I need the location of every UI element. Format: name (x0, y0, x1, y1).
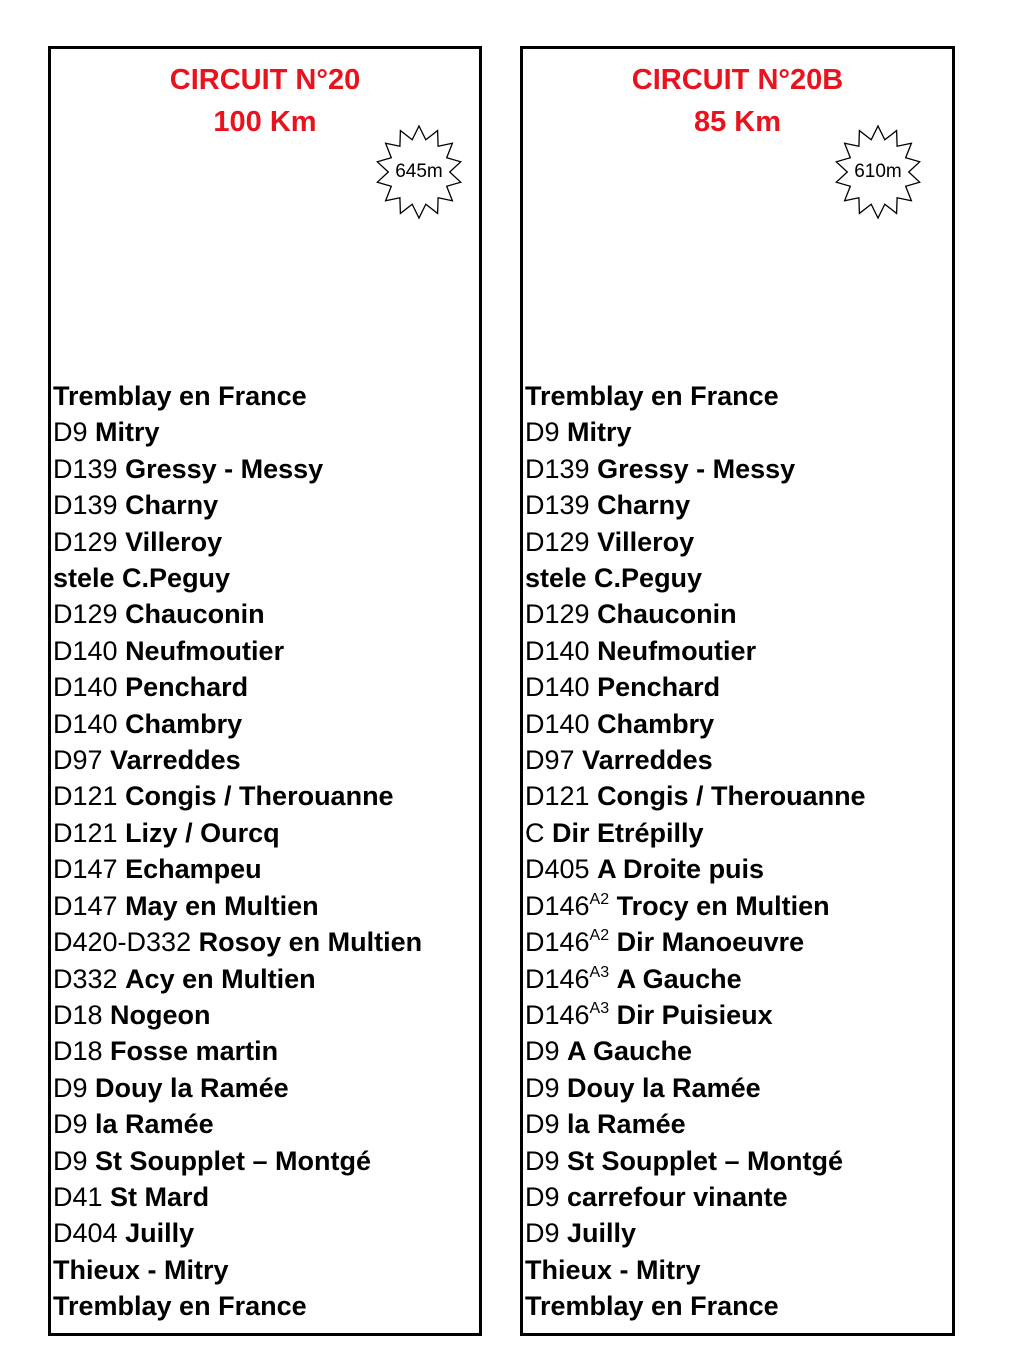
road-code-text: D9 (525, 1109, 560, 1140)
place-name: Congis / Therouanne (597, 781, 866, 812)
elevation-badge (835, 123, 921, 221)
road-code (53, 1218, 118, 1248)
road-code (53, 927, 191, 957)
road-code (525, 781, 590, 811)
road-code-text: D9 (525, 1145, 560, 1176)
route-step (53, 1033, 479, 1069)
circuit-20b-panel (520, 46, 955, 1336)
route-step (53, 778, 479, 814)
route-step (525, 815, 952, 851)
place-name: A Droite puis (597, 854, 765, 885)
road-code-text: D140 (53, 635, 118, 666)
road-code-text: D146 (525, 890, 590, 921)
road-code (525, 1182, 560, 1212)
route-step (525, 1215, 952, 1251)
route-step (53, 414, 479, 450)
place-name: Charny (125, 490, 219, 521)
place-name: Thieux - Mitry (53, 1254, 229, 1285)
road-code-text: D9 (525, 1181, 560, 1212)
route-step (53, 1288, 479, 1324)
road-code (525, 818, 545, 848)
place-name: A Gauche (616, 963, 742, 994)
place-name: Penchard (125, 672, 249, 703)
place-name: St Soupplet – Montgé (95, 1145, 372, 1176)
place-name: Lizy / Ourcq (125, 817, 280, 848)
road-code (53, 417, 88, 447)
road-code-text: D140 (525, 672, 590, 703)
road-code (53, 818, 118, 848)
place-name: Mitry (95, 417, 160, 448)
road-code (525, 1073, 560, 1103)
road-code-suffix: A3 (589, 963, 610, 981)
road-code (53, 672, 118, 702)
road-code (525, 527, 590, 557)
place-name: Congis / Therouanne (125, 781, 394, 812)
route-step (525, 997, 952, 1033)
route-step (53, 633, 479, 669)
place-name: Chambry (125, 708, 243, 739)
place-name: Villeroy (125, 526, 223, 557)
place-name: Tremblay en France (53, 381, 307, 411)
road-code-text: D140 (53, 708, 118, 739)
place-name: Neufmoutier (597, 635, 757, 666)
place-name: Tremblay en France (525, 381, 779, 411)
route-step (53, 1215, 479, 1251)
route-step (525, 888, 952, 924)
route-step (525, 633, 952, 669)
circuit-number: CIRCUIT N°20 (169, 64, 361, 96)
route-step (525, 778, 952, 814)
place-name: carrefour vinante (567, 1181, 788, 1212)
place-name: Rosoy en Multien (198, 927, 423, 958)
place-name: Juilly (125, 1218, 195, 1249)
road-code-text: D146 (525, 999, 590, 1030)
route-step (525, 1288, 952, 1324)
route-step (525, 378, 952, 414)
road-code (525, 745, 575, 775)
route-step (525, 1106, 952, 1142)
place-name: Fosse martin (110, 1036, 279, 1067)
place-name: Dir Manoeuvre (616, 927, 805, 958)
route-step (53, 669, 479, 705)
road-code-text: D121 (53, 781, 118, 812)
place-name: Charny (597, 490, 691, 521)
route-step (53, 524, 479, 560)
route-step (525, 851, 952, 887)
place-name: Mitry (567, 417, 632, 448)
route-step (525, 1033, 952, 1069)
elevation-badge (376, 123, 462, 221)
route-step (525, 560, 952, 596)
road-code-suffix: A2 (589, 890, 610, 908)
route-step (53, 888, 479, 924)
place-name: Douy la Ramée (567, 1072, 761, 1103)
route-step (525, 1252, 952, 1288)
route-step (525, 1179, 952, 1215)
road-code-text: D9 (525, 417, 560, 448)
road-code-text: D18 (53, 1036, 103, 1067)
road-code (525, 636, 590, 666)
road-code-text: D420-D332 (53, 927, 192, 958)
place-name: Trocy en Multien (616, 890, 830, 921)
road-code (525, 599, 590, 629)
route-step (53, 851, 479, 887)
road-code-text: D140 (525, 708, 590, 739)
road-code (525, 454, 590, 484)
road-code (53, 599, 118, 629)
route-step (53, 815, 479, 851)
place-name: Varreddes (582, 745, 713, 776)
route-step (53, 1252, 479, 1288)
route-step (525, 961, 952, 997)
road-code-suffix: A3 (589, 999, 610, 1017)
road-code-text: D147 (53, 854, 118, 885)
road-code-text: D9 (525, 1036, 560, 1067)
place-name: stele C.Peguy (53, 563, 231, 594)
place-name: St Soupplet – Montgé (567, 1145, 844, 1176)
route-step (525, 451, 952, 487)
road-code (53, 1000, 103, 1030)
road-code-suffix: A2 (589, 927, 610, 945)
road-code (525, 417, 560, 447)
place-name: Varreddes (110, 745, 241, 776)
road-code-text: D146 (525, 963, 590, 994)
place-name: Gressy - Messy (125, 453, 324, 484)
route-step (53, 596, 479, 632)
route-step (525, 487, 952, 523)
road-code-text: D9 (525, 1218, 560, 1249)
road-code (525, 854, 590, 884)
route-list (53, 378, 479, 1325)
road-code (53, 891, 118, 921)
route-step (525, 706, 952, 742)
route-step (525, 596, 952, 632)
road-code-text: D129 (525, 599, 590, 630)
road-code-text: D139 (53, 490, 118, 521)
place-name: May en Multien (125, 890, 319, 921)
circuit-number: CIRCUIT N°20B (631, 64, 844, 96)
place-name: Nogeon (110, 999, 211, 1030)
route-step (53, 1179, 479, 1215)
road-code-text: D139 (53, 453, 118, 484)
road-code-text: D129 (53, 599, 118, 630)
road-code-text: D405 (525, 854, 590, 885)
road-code-text: D121 (53, 817, 118, 848)
road-code-text: D146 (525, 927, 590, 958)
place-name: la Ramée (567, 1109, 686, 1140)
road-code (525, 1218, 560, 1248)
route-step (525, 1143, 952, 1179)
route-step (525, 414, 952, 450)
route-step (53, 1070, 479, 1106)
place-name: Penchard (597, 672, 721, 703)
road-code-text: D97 (525, 745, 575, 776)
road-code-text: D147 (53, 890, 118, 921)
place-name: Douy la Ramée (95, 1072, 289, 1103)
place-name: St Mard (110, 1181, 210, 1212)
road-code (525, 672, 590, 702)
place-name: Juilly (567, 1218, 637, 1249)
place-name: A Gauche (567, 1036, 693, 1067)
route-step (53, 1106, 479, 1142)
road-code-text: D332 (53, 963, 118, 994)
road-code-text: D404 (53, 1218, 118, 1249)
road-code (53, 709, 118, 739)
route-step (525, 524, 952, 560)
place-name: Thieux - Mitry (525, 1254, 701, 1285)
place-name: Tremblay en France (525, 1291, 779, 1322)
route-step (525, 924, 952, 960)
road-code (525, 1109, 560, 1139)
road-code-text: D97 (53, 745, 103, 776)
route-step (53, 487, 479, 523)
place-name: Acy en Multien (125, 963, 316, 994)
place-name: Dir Puisieux (616, 999, 773, 1030)
elevation-label: 610m (854, 161, 902, 182)
road-code (53, 1036, 103, 1066)
route-step (53, 924, 479, 960)
road-code (53, 454, 118, 484)
road-code (525, 1036, 560, 1066)
place-name: Chauconin (597, 599, 737, 630)
road-code (53, 636, 118, 666)
road-code-text: D41 (53, 1181, 103, 1212)
route-step (525, 742, 952, 778)
place-name: Echampeu (125, 854, 262, 885)
road-code (525, 891, 609, 921)
road-code (53, 527, 118, 557)
road-code (525, 964, 609, 994)
route-step (53, 961, 479, 997)
road-code-text: D121 (525, 781, 590, 812)
route-step (525, 1070, 952, 1106)
road-code (525, 1146, 560, 1176)
place-name: la Ramée (95, 1109, 214, 1140)
road-code-text: D139 (525, 490, 590, 521)
place-name: Chambry (597, 708, 715, 739)
road-code (53, 1073, 88, 1103)
road-code-text: D129 (53, 526, 118, 557)
road-code (53, 781, 118, 811)
road-code-text: D9 (525, 1072, 560, 1103)
route-step (53, 378, 479, 414)
elevation-label: 645m (395, 161, 443, 182)
route-list (525, 378, 952, 1325)
road-code-text: D139 (525, 453, 590, 484)
place-name: Gressy - Messy (597, 453, 796, 484)
road-code-text: D140 (525, 635, 590, 666)
place-name: Dir Etrépilly (552, 817, 704, 848)
place-name: Chauconin (125, 599, 265, 630)
road-code (53, 1109, 88, 1139)
route-step (53, 560, 479, 596)
place-name: Tremblay en France (53, 1291, 307, 1322)
route-step (53, 742, 479, 778)
road-code (53, 490, 118, 520)
road-code-text: D9 (53, 1072, 88, 1103)
road-code-text: D18 (53, 999, 103, 1030)
circuit-20-panel (48, 46, 482, 1336)
road-code-text: C (525, 817, 545, 848)
road-code (53, 964, 118, 994)
route-step (53, 997, 479, 1033)
place-name: stele C.Peguy (525, 563, 703, 594)
road-code (525, 709, 590, 739)
road-code (525, 490, 590, 520)
route-step (53, 451, 479, 487)
road-code-text: D9 (53, 417, 88, 448)
road-code (53, 1146, 88, 1176)
route-step (53, 706, 479, 742)
road-code-text: D140 (53, 672, 118, 703)
road-code (525, 927, 609, 957)
route-step (53, 1143, 479, 1179)
place-name: Neufmoutier (125, 635, 285, 666)
place-name: Villeroy (597, 526, 695, 557)
road-code (53, 745, 103, 775)
road-code-text: D129 (525, 526, 590, 557)
circuit-distance: 100 Km (213, 106, 317, 138)
road-code (525, 1000, 609, 1030)
road-code-text: D9 (53, 1145, 88, 1176)
road-code-text: D9 (53, 1109, 88, 1140)
circuit-distance: 85 Km (693, 106, 782, 138)
route-step (525, 669, 952, 705)
road-code (53, 854, 118, 884)
road-code (53, 1182, 103, 1212)
